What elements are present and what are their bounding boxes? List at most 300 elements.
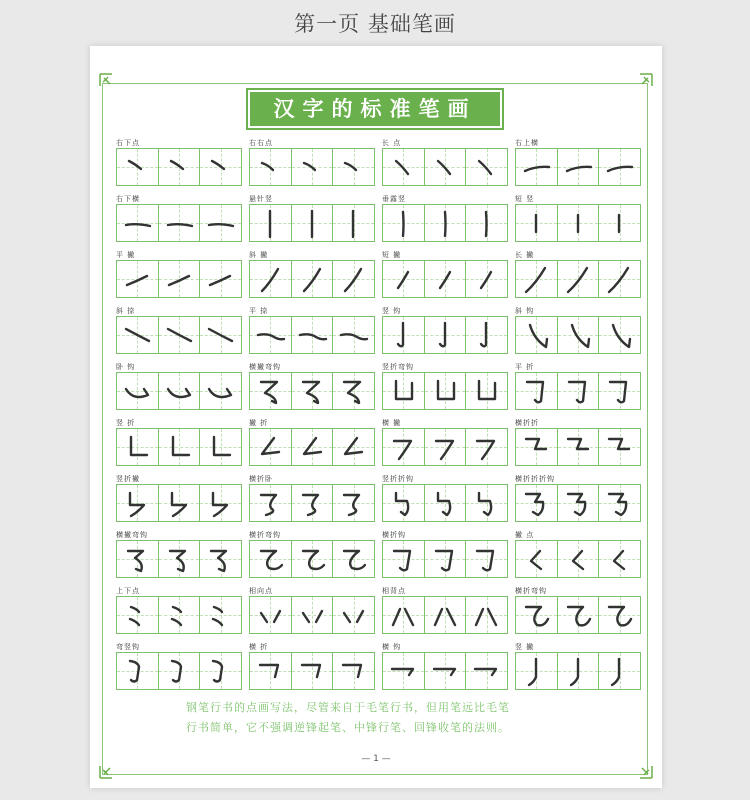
- practice-cell: [200, 205, 241, 241]
- stroke-group: [515, 138, 641, 186]
- practice-cell: [383, 373, 425, 409]
- practice-cell: [159, 261, 201, 297]
- stroke-sample-icon: [159, 261, 200, 297]
- practice-cell: [250, 149, 292, 185]
- stroke-group: [515, 306, 641, 354]
- practice-cell: [292, 317, 334, 353]
- stroke-sample-icon: [466, 373, 507, 409]
- stroke-group: [382, 250, 508, 298]
- practice-cell: [200, 261, 241, 297]
- stroke-sample-icon: [250, 373, 291, 409]
- stroke-sample-icon: [200, 205, 241, 241]
- stroke-sample-icon: [425, 317, 466, 353]
- practice-cell: [250, 261, 292, 297]
- stroke-sample-icon: [117, 597, 158, 633]
- stroke-label: 平 撇: [116, 251, 136, 259]
- practice-cell: [292, 541, 334, 577]
- stroke-label: 卧 钩: [116, 363, 136, 371]
- practice-cell: [333, 597, 374, 633]
- practice-boxes: [249, 316, 375, 354]
- note-line-2: 行书简单，它不强调逆锋起笔、中锋行笔、回锋收笔的法则。: [186, 721, 510, 734]
- practice-cell: [117, 373, 159, 409]
- practice-cell: [425, 373, 467, 409]
- stroke-sample-icon: [250, 597, 291, 633]
- practice-cell: [292, 429, 334, 465]
- stroke-sample-icon: [250, 205, 291, 241]
- stroke-group: [249, 642, 375, 690]
- stroke-sample-icon: [383, 485, 424, 521]
- practice-boxes: [249, 596, 375, 634]
- stroke-sample-icon: [383, 373, 424, 409]
- stroke-sample-icon: [558, 261, 599, 297]
- stroke-sample-icon: [333, 429, 374, 465]
- stroke-sample-icon: [200, 541, 241, 577]
- corner-ornament-icon: [632, 72, 654, 94]
- stroke-sample-icon: [250, 429, 291, 465]
- stroke-sample-icon: [117, 429, 158, 465]
- stroke-sample-icon: [159, 653, 200, 689]
- stroke-label: 横 钩: [382, 643, 402, 651]
- practice-boxes: [249, 540, 375, 578]
- practice-cell: [292, 373, 334, 409]
- practice-cell: [159, 205, 201, 241]
- stroke-sample-icon: [425, 597, 466, 633]
- stroke-sample-icon: [425, 429, 466, 465]
- stroke-sample-icon: [117, 205, 158, 241]
- stroke-label: 横折弯钩: [515, 587, 547, 595]
- practice-cell: [425, 597, 467, 633]
- practice-boxes: [116, 484, 242, 522]
- practice-cell: [117, 653, 159, 689]
- practice-cell: [200, 597, 241, 633]
- stroke-group: [382, 474, 508, 522]
- stroke-sample-icon: [117, 653, 158, 689]
- practice-cell: [200, 541, 241, 577]
- stroke-sample-icon: [558, 205, 599, 241]
- stroke-label: 横折钩: [382, 531, 406, 539]
- practice-cell: [599, 149, 640, 185]
- practice-cell: [558, 149, 600, 185]
- practice-cell: [516, 485, 558, 521]
- stroke-group: [249, 194, 375, 242]
- practice-cell: [250, 317, 292, 353]
- stroke-label: 悬针竖: [249, 195, 273, 203]
- practice-cell: [250, 429, 292, 465]
- practice-cell: [333, 653, 374, 689]
- stroke-label: 弯竖钩: [116, 643, 140, 651]
- stroke-label: 横撇弯钩: [249, 363, 281, 371]
- practice-cell: [558, 373, 600, 409]
- practice-cell: [425, 261, 467, 297]
- practice-cell: [466, 317, 507, 353]
- stroke-sample-icon: [466, 541, 507, 577]
- stroke-group: [382, 194, 508, 242]
- stroke-group: [116, 530, 242, 578]
- stroke-label: 平 折: [515, 363, 535, 371]
- practice-boxes: [515, 484, 641, 522]
- practice-cell: [558, 653, 600, 689]
- practice-cell: [200, 149, 241, 185]
- stroke-sample-icon: [516, 149, 557, 185]
- practice-cell: [558, 541, 600, 577]
- practice-boxes: [382, 596, 508, 634]
- practice-cell: [292, 653, 334, 689]
- stroke-label: 长 撇: [515, 251, 535, 259]
- practice-cell: [117, 261, 159, 297]
- stroke-group: [515, 586, 641, 634]
- stroke-label: 长 点: [382, 139, 402, 147]
- practice-boxes: [515, 316, 641, 354]
- stroke-group: [116, 586, 242, 634]
- practice-cell: [117, 317, 159, 353]
- practice-cell: [599, 485, 640, 521]
- stroke-sample-icon: [425, 261, 466, 297]
- stroke-label: 短 竖: [515, 195, 535, 203]
- stroke-group: [249, 250, 375, 298]
- stroke-sample-icon: [425, 653, 466, 689]
- practice-cell: [425, 205, 467, 241]
- stroke-sample-icon: [292, 485, 333, 521]
- practice-cell: [159, 317, 201, 353]
- stroke-group: [382, 306, 508, 354]
- practice-cell: [250, 205, 292, 241]
- stroke-group: [116, 642, 242, 690]
- practice-cell: [333, 485, 374, 521]
- practice-cell: [292, 485, 334, 521]
- stroke-label: 横折折折钩: [515, 475, 555, 483]
- practice-cell: [516, 653, 558, 689]
- stroke-sample-icon: [599, 541, 640, 577]
- stroke-label: 横撇弯钩: [116, 531, 148, 539]
- stroke-sample-icon: [516, 373, 557, 409]
- stroke-group: [382, 362, 508, 410]
- practice-cell: [466, 149, 507, 185]
- practice-boxes: [382, 148, 508, 186]
- stroke-sample-icon: [200, 261, 241, 297]
- practice-cell: [599, 597, 640, 633]
- practice-cell: [159, 373, 201, 409]
- practice-boxes: [249, 148, 375, 186]
- practice-boxes: [116, 540, 242, 578]
- stroke-label: 竖 折: [116, 419, 136, 427]
- stroke-sample-icon: [292, 261, 333, 297]
- practice-cell: [159, 653, 201, 689]
- practice-cell: [516, 205, 558, 241]
- practice-boxes: [515, 204, 641, 242]
- practice-cell: [383, 261, 425, 297]
- practice-cell: [200, 429, 241, 465]
- practice-cell: [383, 653, 425, 689]
- practice-cell: [159, 149, 201, 185]
- practice-cell: [516, 149, 558, 185]
- practice-boxes: [249, 260, 375, 298]
- stroke-label: 横 撇: [382, 419, 402, 427]
- stroke-sample-icon: [250, 317, 291, 353]
- stroke-sample-icon: [383, 597, 424, 633]
- stroke-sample-icon: [200, 149, 241, 185]
- practice-cell: [466, 597, 507, 633]
- stroke-sample-icon: [558, 429, 599, 465]
- practice-cell: [117, 429, 159, 465]
- stroke-label: 平 捺: [249, 307, 269, 315]
- stroke-sample-icon: [292, 149, 333, 185]
- stroke-sample-icon: [333, 205, 374, 241]
- stroke-group: [116, 306, 242, 354]
- stroke-sample-icon: [333, 317, 374, 353]
- stroke-label: 横 折: [249, 643, 269, 651]
- practice-cell: [516, 429, 558, 465]
- practice-boxes: [515, 596, 641, 634]
- stroke-sample-icon: [159, 373, 200, 409]
- stroke-label: 斜 撇: [249, 251, 269, 259]
- practice-boxes: [249, 484, 375, 522]
- practice-boxes: [515, 428, 641, 466]
- stroke-sample-icon: [200, 373, 241, 409]
- practice-cell: [292, 261, 334, 297]
- stroke-label: 竖 撇: [515, 643, 535, 651]
- stroke-group: [515, 362, 641, 410]
- stroke-sample-icon: [599, 149, 640, 185]
- stroke-sample-icon: [200, 429, 241, 465]
- stroke-sample-icon: [558, 541, 599, 577]
- practice-cell: [250, 653, 292, 689]
- practice-boxes: [515, 540, 641, 578]
- stroke-group: [382, 642, 508, 690]
- practice-boxes: [515, 372, 641, 410]
- stroke-sample-icon: [599, 373, 640, 409]
- practice-boxes: [249, 652, 375, 690]
- stroke-sample-icon: [425, 541, 466, 577]
- practice-boxes: [116, 316, 242, 354]
- corner-ornament-icon: [98, 72, 120, 94]
- practice-cell: [466, 373, 507, 409]
- practice-boxes: [382, 260, 508, 298]
- stroke-sample-icon: [292, 597, 333, 633]
- stroke-sample-icon: [292, 317, 333, 353]
- practice-boxes: [116, 148, 242, 186]
- stroke-sample-icon: [558, 373, 599, 409]
- stroke-sample-icon: [333, 653, 374, 689]
- practice-cell: [599, 429, 640, 465]
- practice-cell: [292, 597, 334, 633]
- practice-cell: [466, 261, 507, 297]
- stroke-sample-icon: [292, 429, 333, 465]
- practice-cell: [333, 541, 374, 577]
- practice-cell: [425, 485, 467, 521]
- stroke-label: 竖 钩: [382, 307, 402, 315]
- stroke-group: [249, 362, 375, 410]
- practice-cell: [292, 205, 334, 241]
- practice-cell: [558, 429, 600, 465]
- practice-cell: [599, 317, 640, 353]
- stroke-sample-icon: [516, 541, 557, 577]
- practice-cell: [599, 653, 640, 689]
- stroke-sample-icon: [383, 149, 424, 185]
- stroke-label: 横折折: [515, 419, 539, 427]
- worksheet: [90, 46, 662, 788]
- practice-cell: [333, 429, 374, 465]
- stroke-sample-icon: [250, 541, 291, 577]
- stroke-sample-icon: [466, 261, 507, 297]
- stroke-sample-icon: [383, 541, 424, 577]
- stroke-group: [515, 250, 641, 298]
- practice-cell: [425, 149, 467, 185]
- stroke-sample-icon: [117, 149, 158, 185]
- stroke-sample-icon: [599, 317, 640, 353]
- practice-cell: [425, 317, 467, 353]
- practice-cell: [250, 373, 292, 409]
- stroke-label: 垂露竖: [382, 195, 406, 203]
- stroke-sample-icon: [425, 373, 466, 409]
- stroke-sample-icon: [333, 373, 374, 409]
- stroke-label: 斜 捺: [116, 307, 136, 315]
- practice-boxes: [382, 316, 508, 354]
- practice-cell: [383, 541, 425, 577]
- practice-boxes: [116, 204, 242, 242]
- stroke-sample-icon: [466, 597, 507, 633]
- stroke-sample-icon: [292, 373, 333, 409]
- stroke-sample-icon: [383, 205, 424, 241]
- stroke-sample-icon: [425, 149, 466, 185]
- stroke-sample-icon: [516, 485, 557, 521]
- stroke-group: [249, 306, 375, 354]
- stroke-group: [249, 474, 375, 522]
- practice-cell: [466, 205, 507, 241]
- practice-cell: [516, 373, 558, 409]
- practice-cell: [516, 261, 558, 297]
- practice-cell: [599, 373, 640, 409]
- stroke-sample-icon: [466, 205, 507, 241]
- stroke-label: 右右点: [249, 139, 273, 147]
- practice-cell: [333, 149, 374, 185]
- stroke-sample-icon: [599, 653, 640, 689]
- stroke-label: 斜 钩: [515, 307, 535, 315]
- stroke-sample-icon: [117, 261, 158, 297]
- stroke-sample-icon: [200, 653, 241, 689]
- practice-cell: [117, 205, 159, 241]
- stroke-group: [116, 138, 242, 186]
- practice-cell: [383, 429, 425, 465]
- stroke-label: 上下点: [116, 587, 140, 595]
- stroke-sample-icon: [516, 429, 557, 465]
- practice-boxes: [249, 428, 375, 466]
- practice-cell: [333, 317, 374, 353]
- practice-cell: [250, 485, 292, 521]
- stroke-label: 短 撇: [382, 251, 402, 259]
- stroke-group: [515, 530, 641, 578]
- practice-cell: [425, 429, 467, 465]
- practice-boxes: [116, 428, 242, 466]
- practice-cell: [383, 205, 425, 241]
- page-number: — 1 —: [361, 754, 391, 764]
- stroke-sample-icon: [599, 597, 640, 633]
- stroke-sample-icon: [466, 317, 507, 353]
- stroke-sample-icon: [516, 597, 557, 633]
- stroke-sample-icon: [333, 541, 374, 577]
- practice-cell: [159, 597, 201, 633]
- stroke-group: [249, 530, 375, 578]
- stroke-group: [515, 194, 641, 242]
- stroke-sample-icon: [599, 485, 640, 521]
- title-banner: 汉字的标准笔画: [248, 90, 502, 128]
- practice-cell: [333, 205, 374, 241]
- practice-boxes: [382, 484, 508, 522]
- stroke-group: [249, 586, 375, 634]
- practice-cell: [466, 541, 507, 577]
- stroke-group: [382, 418, 508, 466]
- stroke-label: 右上横: [515, 139, 539, 147]
- stroke-label: 相向点: [249, 587, 273, 595]
- practice-boxes: [116, 260, 242, 298]
- stroke-sample-icon: [558, 149, 599, 185]
- stroke-sample-icon: [333, 485, 374, 521]
- practice-cell: [333, 373, 374, 409]
- stroke-group: [116, 474, 242, 522]
- practice-cell: [333, 261, 374, 297]
- practice-boxes: [515, 148, 641, 186]
- practice-cell: [159, 541, 201, 577]
- stroke-sample-icon: [599, 429, 640, 465]
- practice-cell: [200, 653, 241, 689]
- stroke-sample-icon: [200, 597, 241, 633]
- practice-boxes: [249, 204, 375, 242]
- page-heading: 第一页 基础笔画: [294, 12, 456, 36]
- practice-boxes: [382, 428, 508, 466]
- stroke-sample-icon: [333, 597, 374, 633]
- stroke-group: [382, 138, 508, 186]
- stroke-label: 竖折弯钩: [382, 363, 414, 371]
- stroke-sample-icon: [250, 653, 291, 689]
- stroke-label: 横折卧: [249, 475, 273, 483]
- stroke-label: 右下横: [116, 195, 140, 203]
- practice-cell: [466, 653, 507, 689]
- stroke-group: [382, 530, 508, 578]
- stroke-sample-icon: [516, 317, 557, 353]
- stroke-sample-icon: [466, 149, 507, 185]
- practice-cell: [599, 541, 640, 577]
- stroke-group: [515, 642, 641, 690]
- stroke-sample-icon: [558, 485, 599, 521]
- stroke-sample-icon: [558, 653, 599, 689]
- practice-cell: [250, 541, 292, 577]
- practice-cell: [558, 205, 600, 241]
- stroke-sample-icon: [159, 429, 200, 465]
- stroke-label: 竖折折钩: [382, 475, 414, 483]
- stroke-sample-icon: [250, 485, 291, 521]
- practice-boxes: [249, 372, 375, 410]
- stroke-sample-icon: [159, 485, 200, 521]
- practice-boxes: [382, 540, 508, 578]
- stroke-group: [116, 194, 242, 242]
- stroke-sample-icon: [466, 653, 507, 689]
- stroke-sample-icon: [250, 149, 291, 185]
- practice-boxes: [515, 260, 641, 298]
- stroke-sample-icon: [558, 597, 599, 633]
- practice-cell: [558, 317, 600, 353]
- practice-cell: [200, 485, 241, 521]
- stroke-group: [249, 418, 375, 466]
- stroke-sample-icon: [516, 205, 557, 241]
- practice-cell: [292, 149, 334, 185]
- stroke-sample-icon: [292, 205, 333, 241]
- practice-boxes: [382, 204, 508, 242]
- stroke-label: 右下点: [116, 139, 140, 147]
- practice-cell: [200, 317, 241, 353]
- stroke-sample-icon: [383, 429, 424, 465]
- stroke-sample-icon: [383, 653, 424, 689]
- practice-cell: [425, 541, 467, 577]
- stroke-label: 竖折撇: [116, 475, 140, 483]
